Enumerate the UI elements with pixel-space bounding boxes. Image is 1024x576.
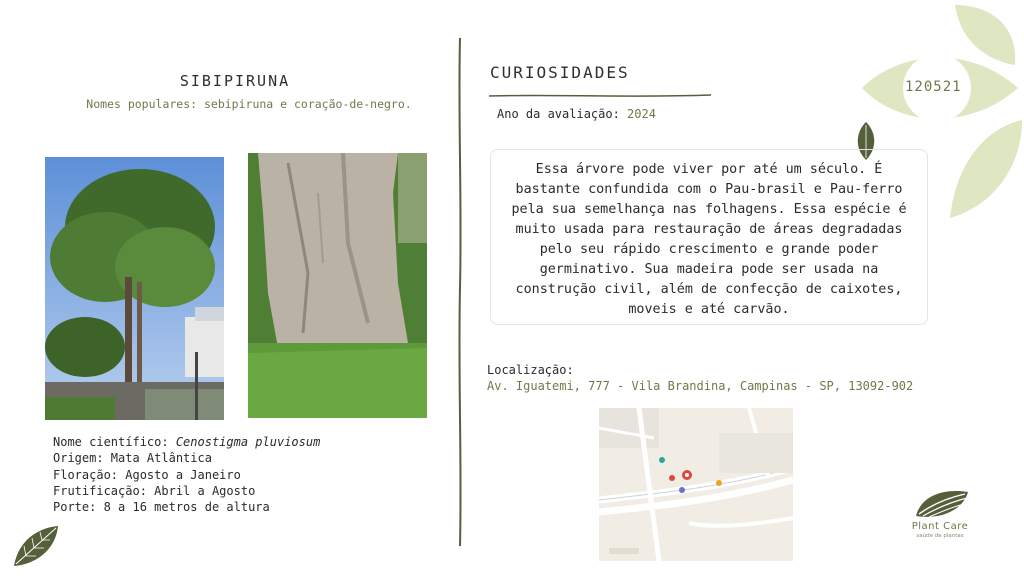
species-title: SIBIPIRUNA bbox=[179, 72, 291, 90]
brand-name: Plant Care bbox=[911, 521, 969, 532]
size-row: Porte: 8 a 16 metros de altura bbox=[53, 500, 270, 515]
leaf-cluster-decoration bbox=[860, 0, 1024, 225]
scientific-name-row bbox=[53, 434, 320, 450]
scientific-name-label: Nome científico: bbox=[53, 435, 176, 449]
evaluation-year bbox=[497, 107, 656, 121]
popular-names: Nomes populares: sebipiruna e coração-de-negro. bbox=[86, 97, 412, 111]
curiosities-title: CURIOSIDADES bbox=[490, 63, 630, 82]
evaluation-year-value: 2024 bbox=[627, 107, 656, 121]
brand-tagline: saúde de plantas bbox=[916, 533, 964, 539]
curiosities-card: Essa árvore pode viver por até um século. É bastante confundida com o Pau-brasil e Pau-ferro pela sua semelhança nas folhagens. Essa espécie é muito usada para restauração de áreas degradadas pelo seu rápido crescimento e grande poder germinativo. Sua madeira pode ser usada na construção civil, além de confecção de caixotes, moveis e até carvão. bbox=[490, 149, 928, 325]
location-map[interactable] bbox=[599, 408, 793, 561]
location-label: Localização: bbox=[487, 363, 574, 377]
tree-photo bbox=[45, 157, 224, 420]
flowering-row: Floração: Agosto a Janeiro bbox=[53, 467, 241, 482]
leaf-icon bbox=[12, 524, 60, 568]
column-divider bbox=[456, 38, 464, 546]
evaluation-year-label: Ano da avaliação: bbox=[497, 107, 628, 121]
title-underline bbox=[489, 84, 711, 90]
plant-care-logo bbox=[913, 486, 971, 520]
species-facts bbox=[53, 434, 320, 515]
origin-row: Origem: Mata Atlântica bbox=[53, 451, 212, 466]
trunk-photo bbox=[248, 153, 427, 418]
scientific-name-value: Cenostigma pluviosum bbox=[175, 435, 321, 449]
location-address[interactable]: Av. Iguatemi, 777 - Vila Brandina, Campinas - SP, 13092-902 bbox=[487, 379, 914, 393]
fruiting-row: Frutificação: Abril a Agosto bbox=[53, 483, 256, 498]
tree-code: 120521 bbox=[905, 79, 962, 95]
